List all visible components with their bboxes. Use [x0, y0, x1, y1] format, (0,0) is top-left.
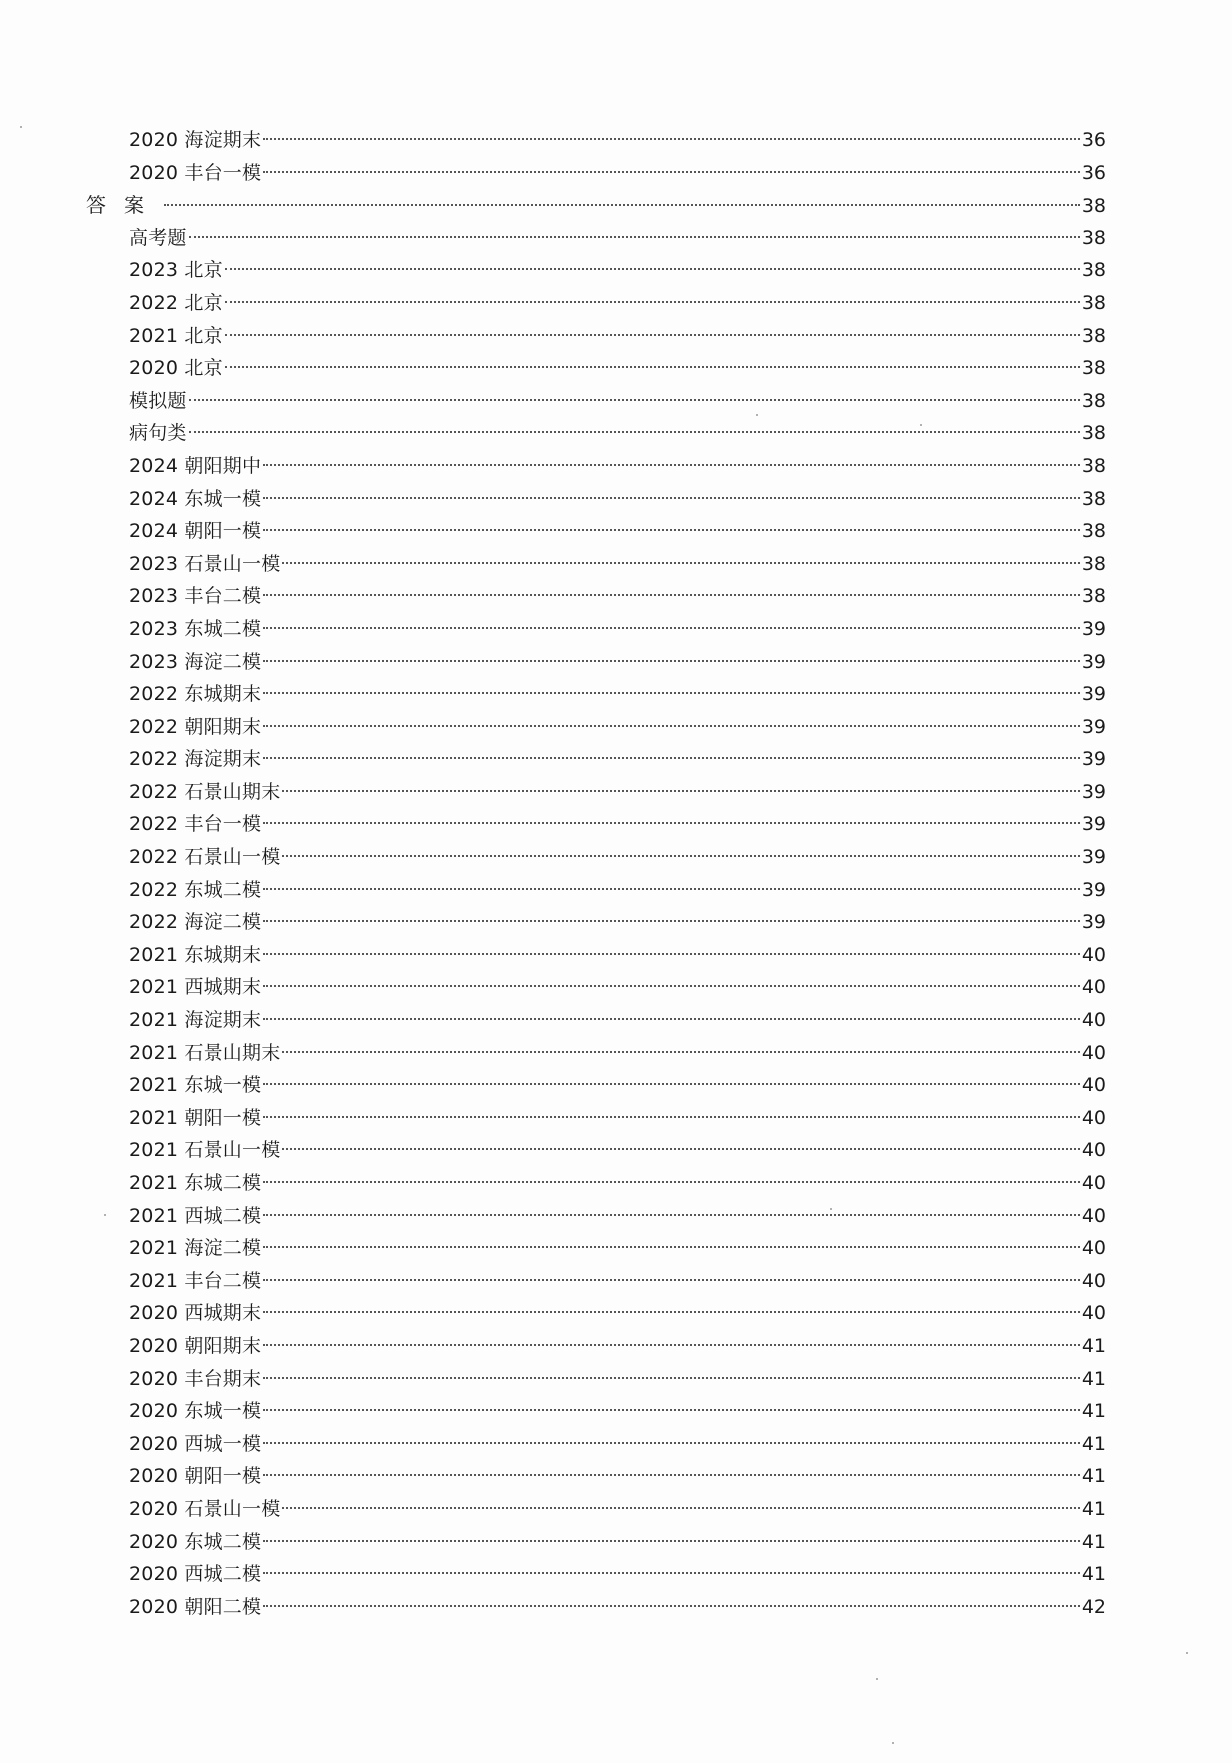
- toc-entry-title: 2023 海淀二模: [129, 650, 262, 673]
- toc-entry[interactable]: [86, 841, 1106, 874]
- toc-entry-title: 2020 朝阳期末: [129, 1334, 262, 1357]
- toc-entry-title: 2024 朝阳期中: [129, 454, 262, 477]
- toc-entry-title: 2020 朝阳一模: [129, 1465, 262, 1488]
- dot-leader: [263, 529, 1080, 531]
- toc-entry-page-number: 40: [1081, 1009, 1106, 1032]
- dot-leader: [263, 692, 1080, 694]
- toc-entry-page-number: 41: [1081, 1432, 1106, 1455]
- toc-entry-title: 答案: [86, 193, 162, 218]
- toc-entry[interactable]: [86, 222, 1106, 255]
- toc-entry-title: 2024 东城一模: [129, 487, 262, 510]
- toc-entry[interactable]: [86, 1102, 1106, 1135]
- dot-leader: [282, 1148, 1079, 1150]
- toc-entry-page-number: 38: [1081, 422, 1106, 445]
- dot-leader: [263, 1409, 1080, 1411]
- toc-entry-title: 2023 丰台二模: [129, 585, 262, 608]
- toc-entry[interactable]: [86, 906, 1106, 939]
- toc-entry-page-number: 40: [1081, 1074, 1106, 1097]
- toc-entry-page-number: 40: [1081, 1041, 1106, 1064]
- toc-entry-title: 2023 东城二模: [129, 617, 262, 640]
- dot-leader: [263, 1377, 1080, 1379]
- dot-leader: [263, 1311, 1080, 1313]
- toc-entry[interactable]: [86, 1004, 1106, 1037]
- toc-entry-title: 2021 东城二模: [129, 1172, 262, 1194]
- toc-entry-page-number: 38: [1081, 487, 1106, 510]
- toc-entry[interactable]: [86, 1363, 1106, 1396]
- toc-entry[interactable]: [86, 1493, 1106, 1526]
- toc-entry-title: 2021 石景山一模: [129, 1139, 281, 1162]
- toc-entry[interactable]: [86, 385, 1106, 418]
- dot-leader: [282, 1051, 1079, 1053]
- toc-entry[interactable]: [86, 939, 1106, 972]
- toc-entry-title: 2020 东城二模: [129, 1530, 262, 1553]
- toc-entry-title: 2022 朝阳期末: [129, 715, 262, 738]
- toc-entry-page-number: 36: [1081, 161, 1106, 184]
- toc-entry[interactable]: [86, 1395, 1106, 1428]
- dot-leader: [263, 1083, 1080, 1085]
- toc-entry-page-number: 40: [1081, 1139, 1106, 1162]
- toc-entry[interactable]: [86, 678, 1106, 711]
- toc-entry-page-number: 41: [1081, 1334, 1106, 1357]
- toc-entry-title: 2021 东城一模: [129, 1074, 262, 1097]
- toc-entry-page-number: 38: [1081, 259, 1106, 282]
- toc-entry-title: 2020 海淀期末: [129, 129, 262, 151]
- toc-entry-page-number: 38: [1081, 389, 1106, 412]
- toc-entry-page-number: 41: [1081, 1563, 1106, 1586]
- dot-leader: [189, 236, 1080, 238]
- toc-entry[interactable]: [86, 743, 1106, 776]
- toc-entry-title: 2021 西城二模: [129, 1204, 262, 1227]
- dot-leader: [263, 822, 1080, 824]
- toc-entry[interactable]: [86, 613, 1106, 646]
- dot-leader: [225, 334, 1080, 336]
- toc-entry-title: 2021 海淀期末: [129, 1009, 262, 1032]
- dot-leader: [263, 1018, 1080, 1020]
- toc-entry-page-number: 40: [1081, 976, 1106, 999]
- dot-leader: [263, 1474, 1080, 1476]
- toc-entry-page-number: 38: [1081, 520, 1106, 543]
- toc-entry[interactable]: [86, 189, 1106, 222]
- toc-entry-page-number: 40: [1081, 1237, 1106, 1260]
- toc-entry[interactable]: [86, 646, 1106, 679]
- toc-entry-page-number: 39: [1081, 911, 1106, 934]
- toc-entry-page-number: 42: [1081, 1595, 1106, 1618]
- toc-entry-title: 2021 石景山期末: [129, 1041, 281, 1064]
- toc-entry[interactable]: [86, 1200, 1106, 1233]
- dot-leader: [263, 594, 1080, 596]
- toc-entry-title: 2022 东城期末: [129, 683, 262, 706]
- toc-entry[interactable]: [86, 157, 1106, 190]
- toc-entry[interactable]: [86, 1460, 1106, 1493]
- dot-leader: [263, 1214, 1080, 1216]
- toc-entry[interactable]: [86, 254, 1106, 287]
- toc-entry-page-number: 38: [1081, 357, 1106, 380]
- toc-entry-page-number: 40: [1081, 1302, 1106, 1325]
- toc-entry-page-number: 38: [1081, 552, 1106, 575]
- toc-entry[interactable]: [86, 287, 1106, 320]
- dot-leader: [189, 399, 1080, 401]
- toc-entry-title: 2021 西城期末: [129, 976, 262, 999]
- dot-leader: [263, 497, 1080, 499]
- toc-entry-title: 2020 西城期末: [129, 1302, 262, 1325]
- dot-leader: [263, 985, 1080, 987]
- toc-entry-title: 2024 朝阳一模: [129, 520, 262, 543]
- toc-entry[interactable]: [86, 1232, 1106, 1265]
- toc-entry-title: 2021 海淀二模: [129, 1237, 262, 1260]
- dot-leader: [263, 1116, 1080, 1118]
- toc-entry-title: 2022 石景山一模: [129, 846, 281, 869]
- toc-entry-page-number: 39: [1081, 846, 1106, 869]
- toc-entry[interactable]: [86, 808, 1106, 841]
- toc-entry-page-number: 39: [1081, 683, 1106, 706]
- dot-leader: [282, 562, 1079, 564]
- dot-leader: [282, 1507, 1079, 1509]
- toc-entry-title: 2022 东城二模: [129, 878, 262, 901]
- toc-entry-title: 病句类: [129, 422, 187, 445]
- toc-entry[interactable]: [86, 483, 1106, 516]
- toc-entry-title: 模拟题: [129, 389, 187, 412]
- toc-entry[interactable]: [86, 1069, 1106, 1102]
- toc-entry-title: 2020 西城二模: [129, 1563, 262, 1586]
- toc-entry-title: 2020 丰台期末: [129, 1367, 262, 1390]
- toc-entry[interactable]: [86, 776, 1106, 809]
- toc-entry-page-number: 39: [1081, 780, 1106, 803]
- dot-leader: [263, 953, 1080, 955]
- toc-entry[interactable]: [86, 320, 1106, 353]
- toc-entry[interactable]: [86, 1428, 1106, 1461]
- toc-entry-page-number: 41: [1081, 1530, 1106, 1553]
- scan-speck: [892, 1742, 894, 1744]
- toc-entry[interactable]: [86, 971, 1106, 1004]
- toc-entry-page-number: 38: [1081, 324, 1106, 347]
- scan-speck: [1186, 1652, 1188, 1654]
- toc-entry-page-number: 38: [1081, 291, 1106, 314]
- toc-entry-title: 2022 海淀期末: [129, 748, 262, 771]
- scan-speck: [20, 126, 22, 128]
- dot-leader: [225, 366, 1080, 368]
- toc-entry-title: 2022 丰台一模: [129, 813, 262, 836]
- toc-entry-page-number: 38: [1081, 454, 1106, 477]
- toc-entry-title: 2021 朝阳一模: [129, 1106, 262, 1129]
- toc-entry-title: 2021 北京: [129, 324, 223, 347]
- toc-entry-page-number: 39: [1081, 813, 1106, 836]
- toc-entry-title: 高考题: [129, 226, 187, 249]
- dot-leader: [263, 464, 1080, 466]
- toc-entry[interactable]: [86, 352, 1106, 385]
- dot-leader: [263, 138, 1080, 140]
- dot-leader: [263, 725, 1080, 727]
- dot-leader: [225, 268, 1080, 270]
- toc-entry-page-number: 39: [1081, 878, 1106, 901]
- toc-entry[interactable]: [86, 1330, 1106, 1363]
- toc-entry-title: 2020 东城一模: [129, 1400, 262, 1423]
- toc-entry-title: 2020 石景山一模: [129, 1497, 281, 1520]
- dot-leader: [225, 301, 1080, 303]
- dot-leader: [263, 1246, 1080, 1248]
- toc-entry-page-number: 39: [1081, 617, 1106, 640]
- toc-entry-page-number: 41: [1081, 1367, 1106, 1390]
- toc-entry[interactable]: [86, 1558, 1106, 1591]
- toc-entry-page-number: 39: [1081, 748, 1106, 771]
- toc-entry[interactable]: [86, 450, 1106, 483]
- toc-entry[interactable]: [86, 874, 1106, 907]
- toc-entry-page-number: 40: [1081, 943, 1106, 966]
- scan-speck: [876, 1678, 878, 1680]
- dot-leader: [263, 1442, 1080, 1444]
- toc-entry-page-number: 38: [1081, 195, 1106, 218]
- toc-entry-title: 2022 石景山期末: [129, 780, 281, 803]
- dot-leader: [263, 888, 1080, 890]
- toc-entry-title: 2021 东城期末: [129, 943, 262, 966]
- toc-entry-page-number: 36: [1081, 129, 1106, 151]
- toc-entry[interactable]: [86, 1591, 1106, 1624]
- dot-leader: [263, 1540, 1080, 1542]
- toc-entry[interactable]: [86, 1526, 1106, 1559]
- toc-entry-page-number: 41: [1081, 1400, 1106, 1423]
- toc-entry[interactable]: [86, 1265, 1106, 1298]
- dot-leader: [263, 1181, 1080, 1183]
- dot-leader: [263, 1572, 1080, 1574]
- toc-entry-page-number: 38: [1081, 226, 1106, 249]
- toc-entry-page-number: 40: [1081, 1172, 1106, 1194]
- dot-leader: [263, 1605, 1080, 1607]
- toc-entry-title: 2020 西城一模: [129, 1432, 262, 1455]
- toc-entry[interactable]: [86, 711, 1106, 744]
- dot-leader: [164, 204, 1080, 206]
- toc-entry[interactable]: [86, 548, 1106, 581]
- toc-entry[interactable]: [86, 1037, 1106, 1070]
- toc-entry[interactable]: [86, 580, 1106, 613]
- toc-entry-title: 2023 石景山一模: [129, 552, 281, 575]
- toc-entry[interactable]: [86, 1167, 1106, 1200]
- toc-entry-page-number: 41: [1081, 1465, 1106, 1488]
- toc-entry-title: 2022 海淀二模: [129, 911, 262, 934]
- toc-entry-page-number: 39: [1081, 650, 1106, 673]
- toc-entry-title: 2020 丰台一模: [129, 161, 262, 184]
- dot-leader: [282, 855, 1079, 857]
- toc-entry-title: 2020 北京: [129, 357, 223, 380]
- toc-entry[interactable]: [86, 1134, 1106, 1167]
- dot-leader: [263, 1344, 1080, 1346]
- toc-entry-page-number: 41: [1081, 1497, 1106, 1520]
- toc-entry-page-number: 40: [1081, 1269, 1106, 1292]
- dot-leader: [263, 660, 1080, 662]
- toc-entry[interactable]: [86, 1297, 1106, 1330]
- toc-entry[interactable]: [86, 124, 1106, 157]
- toc-entry-page-number: 38: [1081, 585, 1106, 608]
- toc-entry-title: 2023 北京: [129, 259, 223, 282]
- dot-leader: [263, 627, 1080, 629]
- toc-entry[interactable]: [86, 417, 1106, 450]
- dot-leader: [263, 171, 1080, 173]
- dot-leader: [263, 920, 1080, 922]
- toc-entry-title: 2021 丰台二模: [129, 1269, 262, 1292]
- dot-leader: [263, 1279, 1080, 1281]
- dot-leader: [282, 790, 1079, 792]
- dot-leader: [263, 757, 1080, 759]
- toc-entry-title: 2022 北京: [129, 291, 223, 314]
- toc-entry-title: 2020 朝阳二模: [129, 1595, 262, 1618]
- toc-entry-page-number: 40: [1081, 1204, 1106, 1227]
- toc-entry[interactable]: [86, 515, 1106, 548]
- dot-leader: [189, 431, 1080, 433]
- toc-entry-page-number: 40: [1081, 1106, 1106, 1129]
- toc-entry-page-number: 39: [1081, 715, 1106, 738]
- table-of-contents: [86, 124, 1106, 1623]
